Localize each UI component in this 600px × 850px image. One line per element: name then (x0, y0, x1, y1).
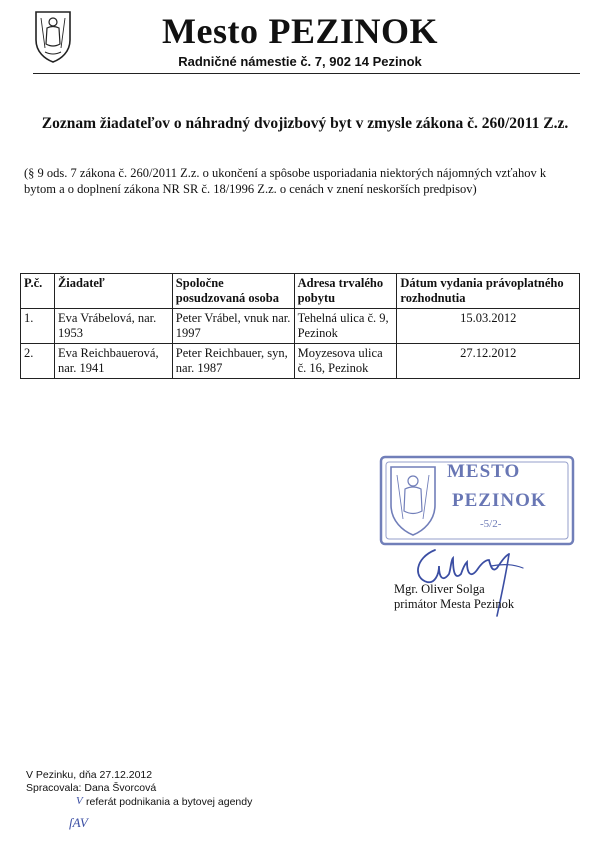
stamp-crest-icon (391, 467, 435, 535)
table-cell: 1. (21, 309, 55, 344)
document-title: Zoznam žiadateľov o náhradný dvojizbový byt v zmysle zákona č. 260/2011 Z.z. (41, 115, 569, 132)
city-word: Mesto (162, 11, 259, 51)
place-and-date: V Pezinku, dňa 27.12.2012 (26, 769, 153, 781)
city-title (0, 10, 600, 52)
table-header-row (21, 274, 580, 309)
city-name: PEZINOK (268, 11, 438, 51)
document-subtitle: (§ 9 ods. 7 zákona č. 260/2011 Z.z. o ukončení a spôsobe usporiadania niektorých nájomných vzťahov k bytom a o doplnení zákona NR SR č. 18/1996 Z.z. o cenách v znení neskorších predpisov) (24, 166, 547, 196)
table-cell: 2. (21, 344, 55, 379)
table-row (21, 344, 580, 379)
column-header-number: P.č. (21, 274, 55, 309)
handwritten-check-mark: V (76, 795, 83, 807)
table-cell: Eva Reichbauerová, nar. 1941 (54, 344, 172, 379)
table-cell: Tehelná ulica č. 9, Pezinok (294, 309, 397, 344)
header-divider (33, 73, 580, 74)
table-cell: Moyzesova ulica č. 16, Pezinok (294, 344, 397, 379)
applicants-table (20, 273, 580, 379)
department: referát podnikania a bytovej agendy (86, 796, 253, 808)
table-cell: 27.12.2012 (397, 344, 580, 379)
stamp-line-1: MESTO (447, 461, 521, 482)
column-header-applicant: Žiadateľ (54, 274, 172, 309)
signer-name: Mgr. Oliver Solga (394, 582, 485, 596)
column-header-address: Adresa trvalého pobytu (294, 274, 397, 309)
table-cell: Peter Reichbauer, syn, nar. 1987 (172, 344, 294, 379)
prepared-by: Spracovala: Dana Švorcová (26, 782, 157, 794)
column-header-joint-person: Spoločne posudzovaná osoba (172, 274, 294, 309)
stamp-number: -5/2- (480, 518, 502, 530)
signer-role: primátor Mesta Pezinok (394, 597, 515, 611)
table-cell: 15.03.2012 (397, 309, 580, 344)
stamp-line-2: PEZINOK (452, 490, 547, 511)
handwritten-initials: ſAV (69, 815, 88, 830)
table-row (21, 309, 580, 344)
table-cell: Eva Vrábelová, nar. 1953 (54, 309, 172, 344)
table-cell: Peter Vrábel, vnuk nar. 1997 (172, 309, 294, 344)
city-address: Radničné námestie č. 7, 902 14 Pezinok (178, 54, 422, 69)
column-header-decision-date: Dátum vydania právoplatného rozhodnutia (397, 274, 580, 309)
